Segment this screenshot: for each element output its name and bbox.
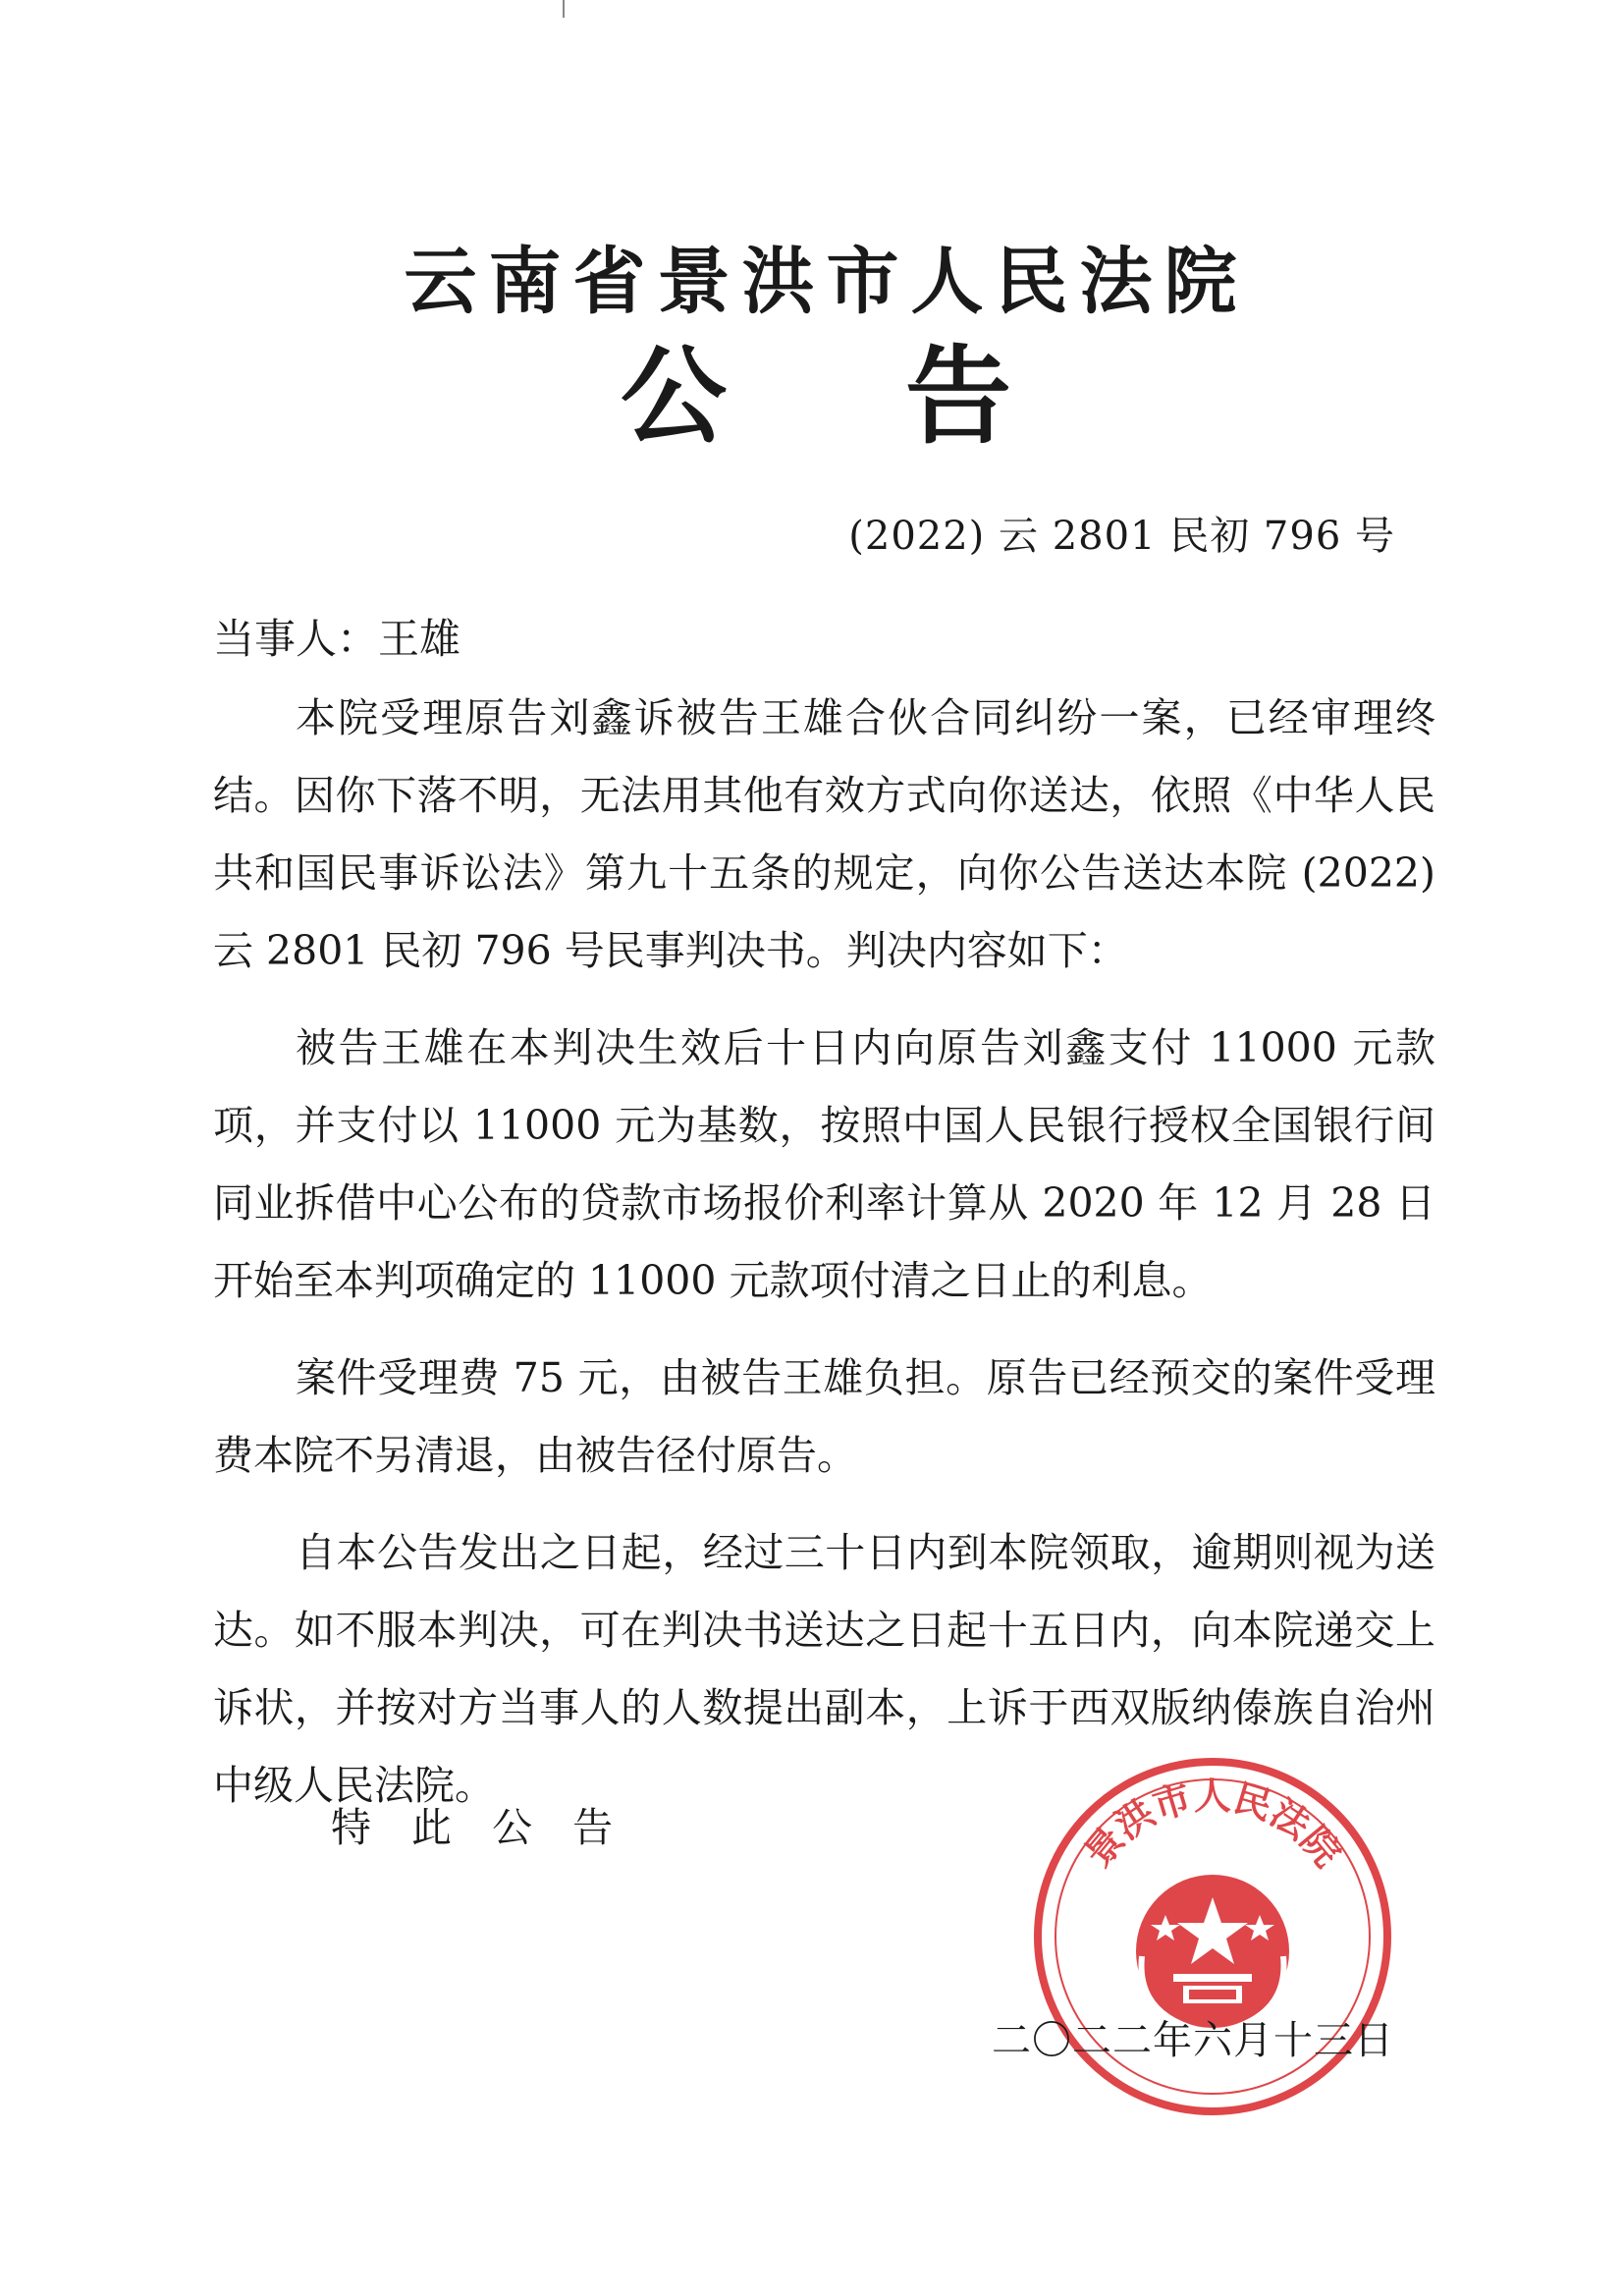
- paragraph-service: 自本公告发出之日起，经过三十日内到本院领取，逾期则视为送达。如不服本判决，可在判决书送达之日起十五日内，向本院递交上诉状，并按对方当事人的人数提出副本，上诉于西双版纳傣族自治州中级人民法院。: [213, 1529, 1435, 1809]
- paragraph-judgment: 被告王雄在本判决生效后十日内向原告刘鑫支付 11000 元款项，并支付以 11000 元为基数，按照中国人民银行授权全国银行间同业拆借中心公布的贷款市场报价利率计算从 2020 年 12 月 28 日开始至本判项确定的 11000 元款项付清之日止的利息。: [213, 1024, 1435, 1304]
- party-line: 当事人：王雄: [213, 615, 461, 663]
- case-number: (2022) 云 2801 民初 796 号: [848, 514, 1395, 559]
- document-title: [0, 336, 1623, 459]
- court-seal: [1026, 1750, 1399, 2123]
- title-char-2: 告: [905, 336, 1012, 459]
- notice-body: [213, 680, 1435, 1844]
- title-char-1: 公: [621, 336, 728, 459]
- seal-text: 景洪市人民法院: [1075, 1774, 1350, 1876]
- paragraph-fees: 案件受理费 75 元，由被告王雄负担。原告已经预交的案件受理费本院不另清退，由被告径付原告。: [213, 1354, 1435, 1479]
- national-emblem-icon: [1136, 1875, 1289, 2030]
- scan-mark: [563, 0, 565, 18]
- paragraph-case-intro: 本院受理原告刘鑫诉被告王雄合伙合同纠纷一案，已经审理终结。因你下落不明，无法用其他有效方式向你送达，依照《中华人民共和国民事诉讼法》第九十五条的规定，向你公告送达本院 (2022) 云 2801 民初 796 号民事判决书。判决内容如下：: [213, 694, 1435, 974]
- closing-line: 特 此 公 告: [331, 1804, 627, 1851]
- issue-date: 二〇二二年六月十三日: [992, 2018, 1394, 2063]
- court-name: 云南省景洪市人民法院: [404, 240, 1249, 324]
